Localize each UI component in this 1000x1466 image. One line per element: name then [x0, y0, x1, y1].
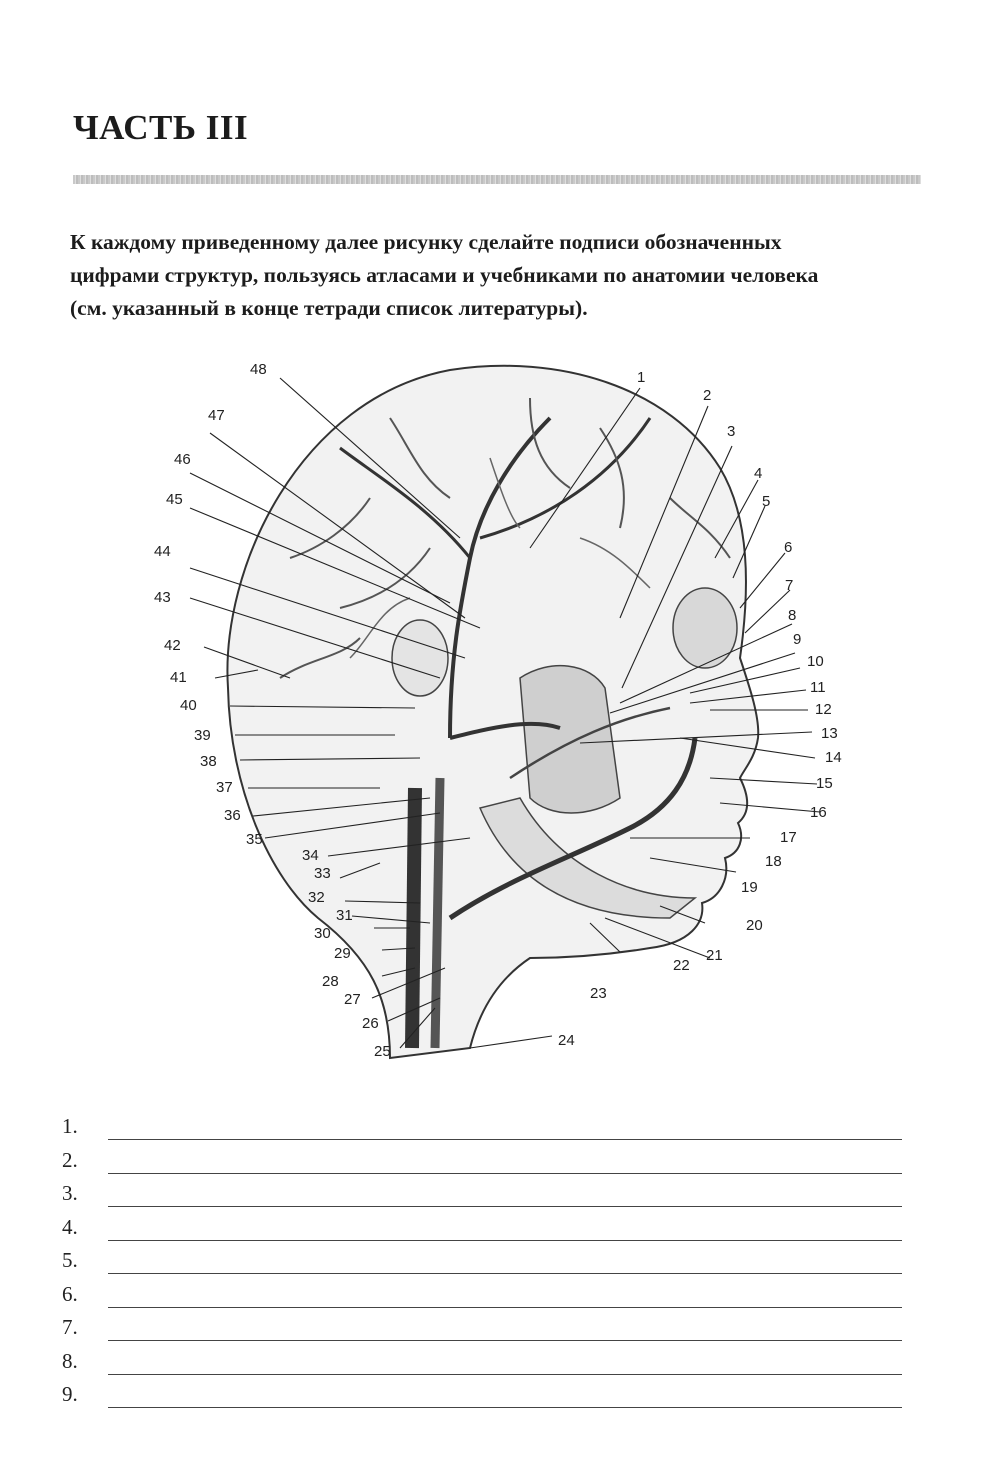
figure-label: 35 [246, 831, 263, 848]
figure-label: 40 [180, 697, 197, 714]
instruction-line: К каждому приведенному далее рисунку сделайте подписи обозначенных [70, 230, 782, 254]
answer-line[interactable] [108, 1139, 902, 1140]
figure-label: 31 [336, 907, 353, 924]
figure-label: 43 [154, 589, 171, 606]
figure-label: 16 [810, 804, 827, 821]
part-title: ЧАСТЬ III [73, 108, 249, 147]
answer-row [62, 1142, 902, 1176]
figure-label: 17 [780, 829, 797, 846]
figure-label: 2 [703, 387, 712, 404]
figure-label: 25 [374, 1043, 391, 1060]
answer-number: 6. [62, 1281, 78, 1306]
figure-label: 45 [166, 491, 183, 508]
answer-number: 4. [62, 1214, 78, 1239]
figure-label: 27 [344, 991, 361, 1008]
figure-label: 8 [788, 607, 797, 624]
figure-label: 12 [815, 701, 832, 718]
figure-label: 46 [174, 451, 191, 468]
figure-label: 19 [741, 879, 758, 896]
instruction-line: (см. указанный в конце тетради список литературы). [70, 296, 588, 320]
answer-row [62, 1376, 902, 1410]
figure-label: 44 [154, 543, 171, 560]
figure-label: 4 [754, 465, 763, 482]
figure-label: 5 [762, 493, 771, 510]
answer-number: 2. [62, 1147, 78, 1172]
figure-label: 20 [746, 917, 763, 934]
answer-number: 3. [62, 1181, 78, 1205]
answer-number: 9. [62, 1382, 78, 1406]
answer-row [62, 1108, 902, 1142]
figure-label: 39 [194, 727, 211, 744]
figure-label: 18 [765, 853, 782, 870]
figure-label: 37 [216, 779, 233, 796]
figure-label: 38 [200, 753, 217, 770]
figure-label: 32 [308, 889, 325, 906]
answer-row [62, 1343, 902, 1377]
answer-line[interactable] [108, 1206, 902, 1207]
figure-label: 47 [208, 407, 225, 424]
answer-list [62, 1108, 902, 1410]
answer-line[interactable] [108, 1240, 902, 1241]
title-divider [73, 175, 921, 184]
answer-number: 5. [62, 1248, 78, 1272]
figure-label: 36 [224, 807, 241, 824]
answer-row [62, 1309, 902, 1343]
figure-label: 10 [807, 653, 824, 670]
figure-label: 28 [322, 973, 339, 990]
answer-line[interactable] [108, 1173, 902, 1174]
answer-line[interactable] [108, 1307, 902, 1308]
figure-label: 33 [314, 865, 331, 882]
figure-label: 41 [170, 669, 187, 686]
instruction-text [70, 226, 930, 325]
figure-label: 48 [250, 361, 267, 378]
figure-label: 34 [302, 847, 319, 864]
answer-line[interactable] [108, 1407, 902, 1408]
figure-label: 7 [785, 577, 794, 594]
figure-label: 30 [314, 925, 331, 942]
answer-number: 1. [62, 1114, 78, 1138]
figure-label: 15 [816, 775, 833, 792]
instruction-line: цифрами структур, пользуясь атласами и учебниками по анатомии человека [70, 263, 819, 287]
answer-row [62, 1242, 902, 1276]
answer-number: 7. [62, 1315, 78, 1339]
figure-label: 1 [637, 369, 646, 386]
figure-label: 29 [334, 945, 351, 962]
figure-label: 24 [558, 1032, 575, 1049]
figure-label: 23 [590, 985, 607, 1002]
answer-row [62, 1175, 902, 1209]
figure-label: 21 [706, 947, 723, 964]
answer-line[interactable] [108, 1340, 902, 1341]
answer-number: 8. [62, 1348, 78, 1373]
figure-label: 22 [673, 957, 690, 974]
figure-label: 42 [164, 637, 181, 654]
answer-row [62, 1209, 902, 1243]
figure-label: 3 [727, 423, 736, 440]
head-anatomy-figure [150, 358, 860, 1070]
figure-label: 26 [362, 1015, 379, 1032]
answer-line[interactable] [108, 1374, 902, 1375]
answer-row [62, 1276, 902, 1310]
figure-label: 11 [810, 679, 826, 696]
figure-label: 9 [793, 631, 802, 648]
answer-line[interactable] [108, 1273, 902, 1274]
figure-label: 14 [825, 749, 842, 766]
figure-label: 13 [821, 725, 838, 742]
figure-label: 6 [784, 539, 793, 556]
